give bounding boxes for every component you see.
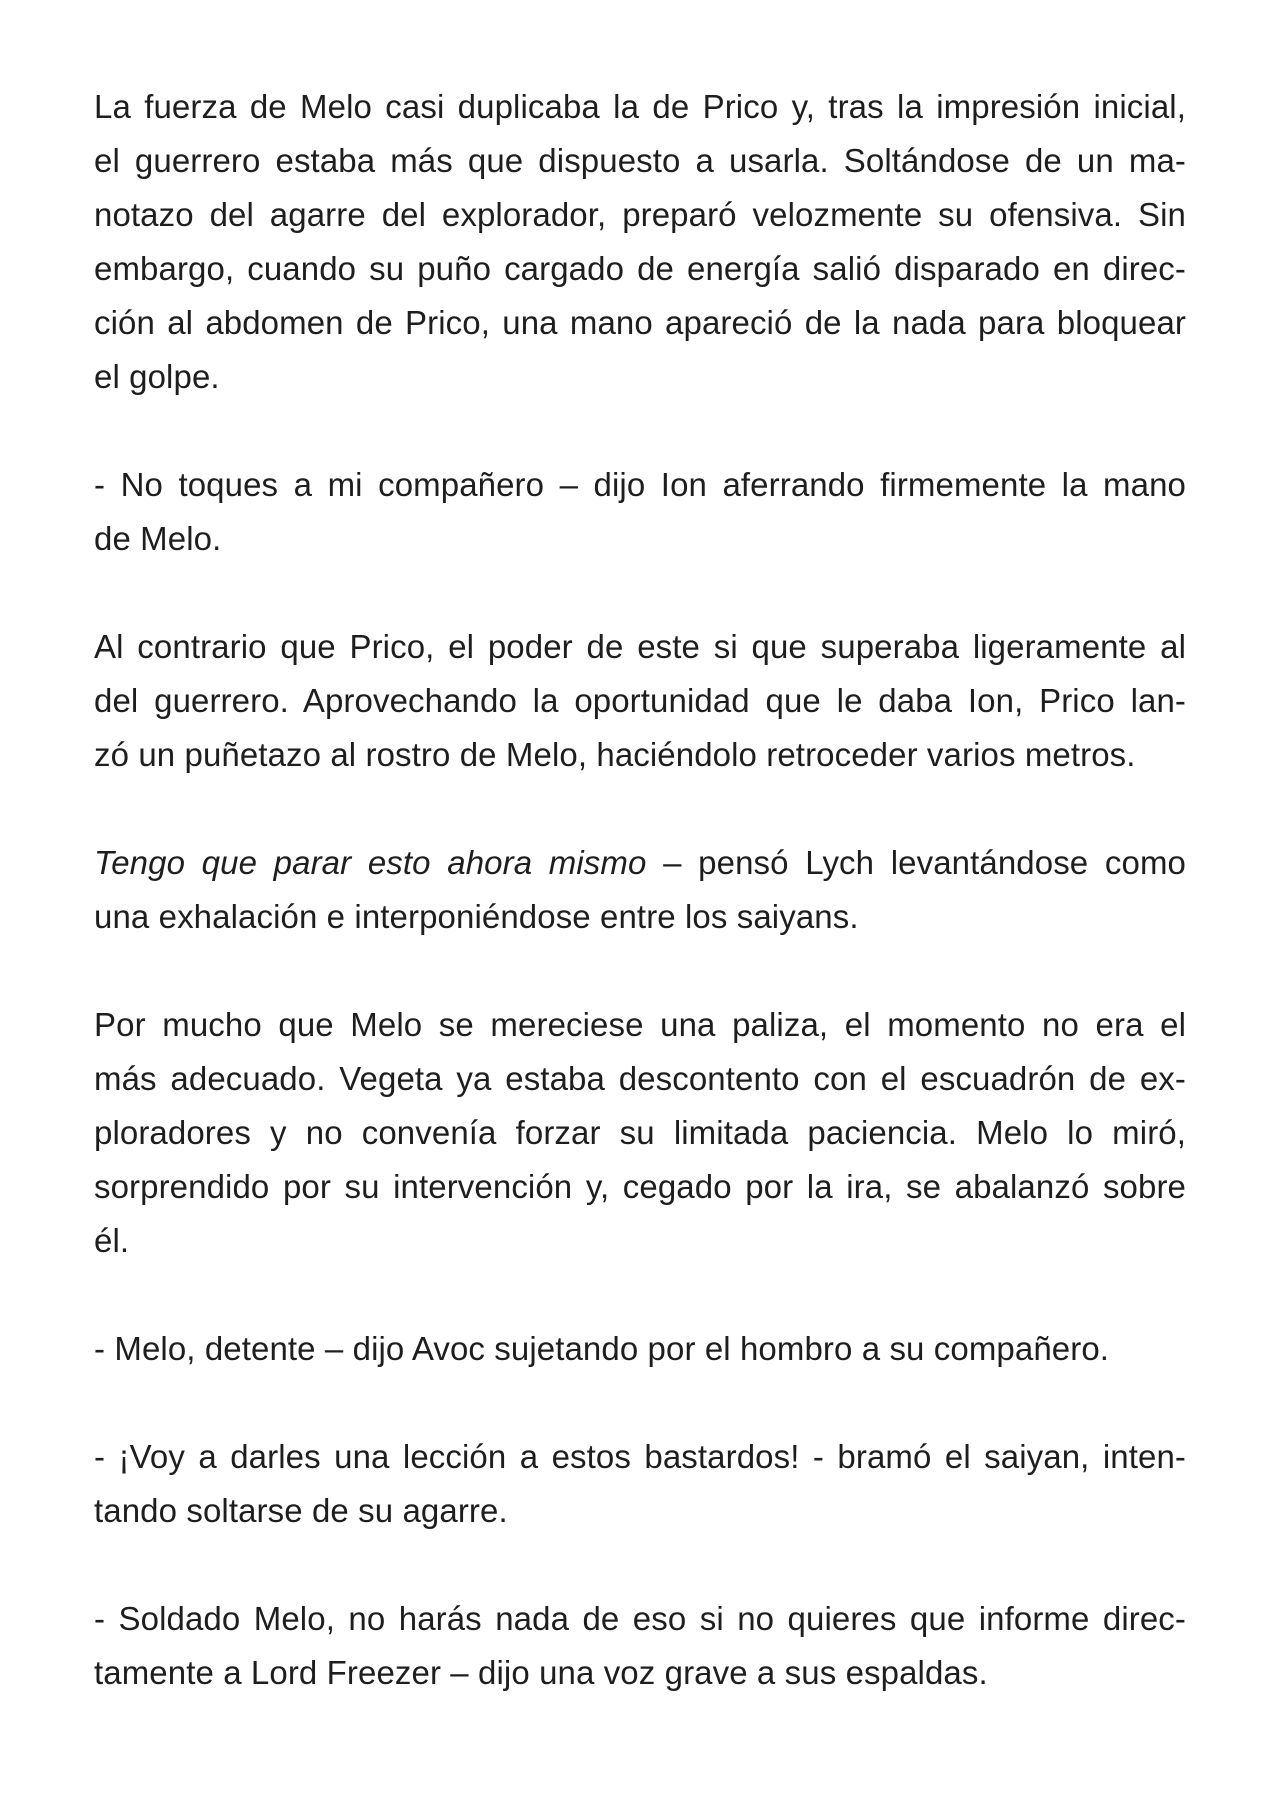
- paragraph-8: [94, 1592, 1186, 1700]
- paragraph-4: [94, 836, 1186, 944]
- text-line: [94, 836, 1186, 890]
- paragraph-6: [94, 1322, 1186, 1376]
- document-page: [94, 80, 1186, 1700]
- text-line: sorprendido por su intervención y, cegado por la ira, se abalanzó sobre: [94, 1168, 1187, 1205]
- text-line: del guerrero. Aprovechando la oportunidad que le daba Ion, Prico lan-: [94, 682, 1186, 719]
- text-line: ploradores y no convenía forzar su limitada paciencia. Melo lo miró,: [94, 1114, 1186, 1151]
- paragraph-5: [94, 998, 1186, 1268]
- text-line: zó un puñetazo al rostro de Melo, haciéndolo retroceder varios metros.: [94, 736, 1136, 773]
- text-line: ción al abdomen de Prico, una mano apareció de la nada para bloquear: [94, 304, 1186, 341]
- paragraph-3: [94, 620, 1186, 782]
- text-line: más adecuado. Vegeta ya estaba descontento con el escuadrón de ex-: [94, 1060, 1186, 1097]
- text-line: - No toques a mi compañero – dijo Ion aferrando firmemente la mano: [94, 466, 1186, 503]
- paragraph-1: [94, 80, 1186, 404]
- text-line: el golpe.: [94, 358, 220, 395]
- text-line: La fuerza de Melo casi duplicaba la de Prico y, tras la impresión inicial,: [94, 88, 1186, 125]
- text-line: Al contrario que Prico, el poder de este si que superaba ligeramente al: [94, 628, 1186, 665]
- text-line: una exhalación e interponiéndose entre los saiyans.: [94, 898, 859, 935]
- text-line: el guerrero estaba más que dispuesto a usarla. Soltándose de un ma-: [94, 142, 1186, 179]
- paragraph-7: [94, 1430, 1186, 1538]
- text-line: embargo, cuando su puño cargado de energía salió disparado en direc-: [94, 250, 1186, 287]
- text-fragment: – pensó Lych levantándose como: [646, 844, 1186, 881]
- text-line: notazo del agarre del explorador, preparó velozmente su ofensiva. Sin: [94, 196, 1186, 233]
- text-line: - Melo, detente – dijo Avoc sujetando por el hombro a su compañero.: [94, 1330, 1110, 1367]
- text-line: tando soltarse de su agarre.: [94, 1492, 508, 1529]
- text-line: de Melo.: [94, 520, 222, 557]
- text-line: Por mucho que Melo se mereciese una paliza, el momento no era el: [94, 1006, 1186, 1043]
- text-line: - Soldado Melo, no harás nada de eso si no quieres que informe direc-: [94, 1600, 1187, 1637]
- text-line: - ¡Voy a darles una lección a estos bastardos! - bramó el saiyan, inten-: [94, 1438, 1186, 1475]
- paragraph-2: [94, 458, 1186, 566]
- text-line: tamente a Lord Freezer – dijo una voz grave a sus espaldas.: [94, 1654, 988, 1691]
- italic-thought: Tengo que parar esto ahora mismo: [94, 844, 647, 881]
- text-line: él.: [94, 1222, 130, 1259]
